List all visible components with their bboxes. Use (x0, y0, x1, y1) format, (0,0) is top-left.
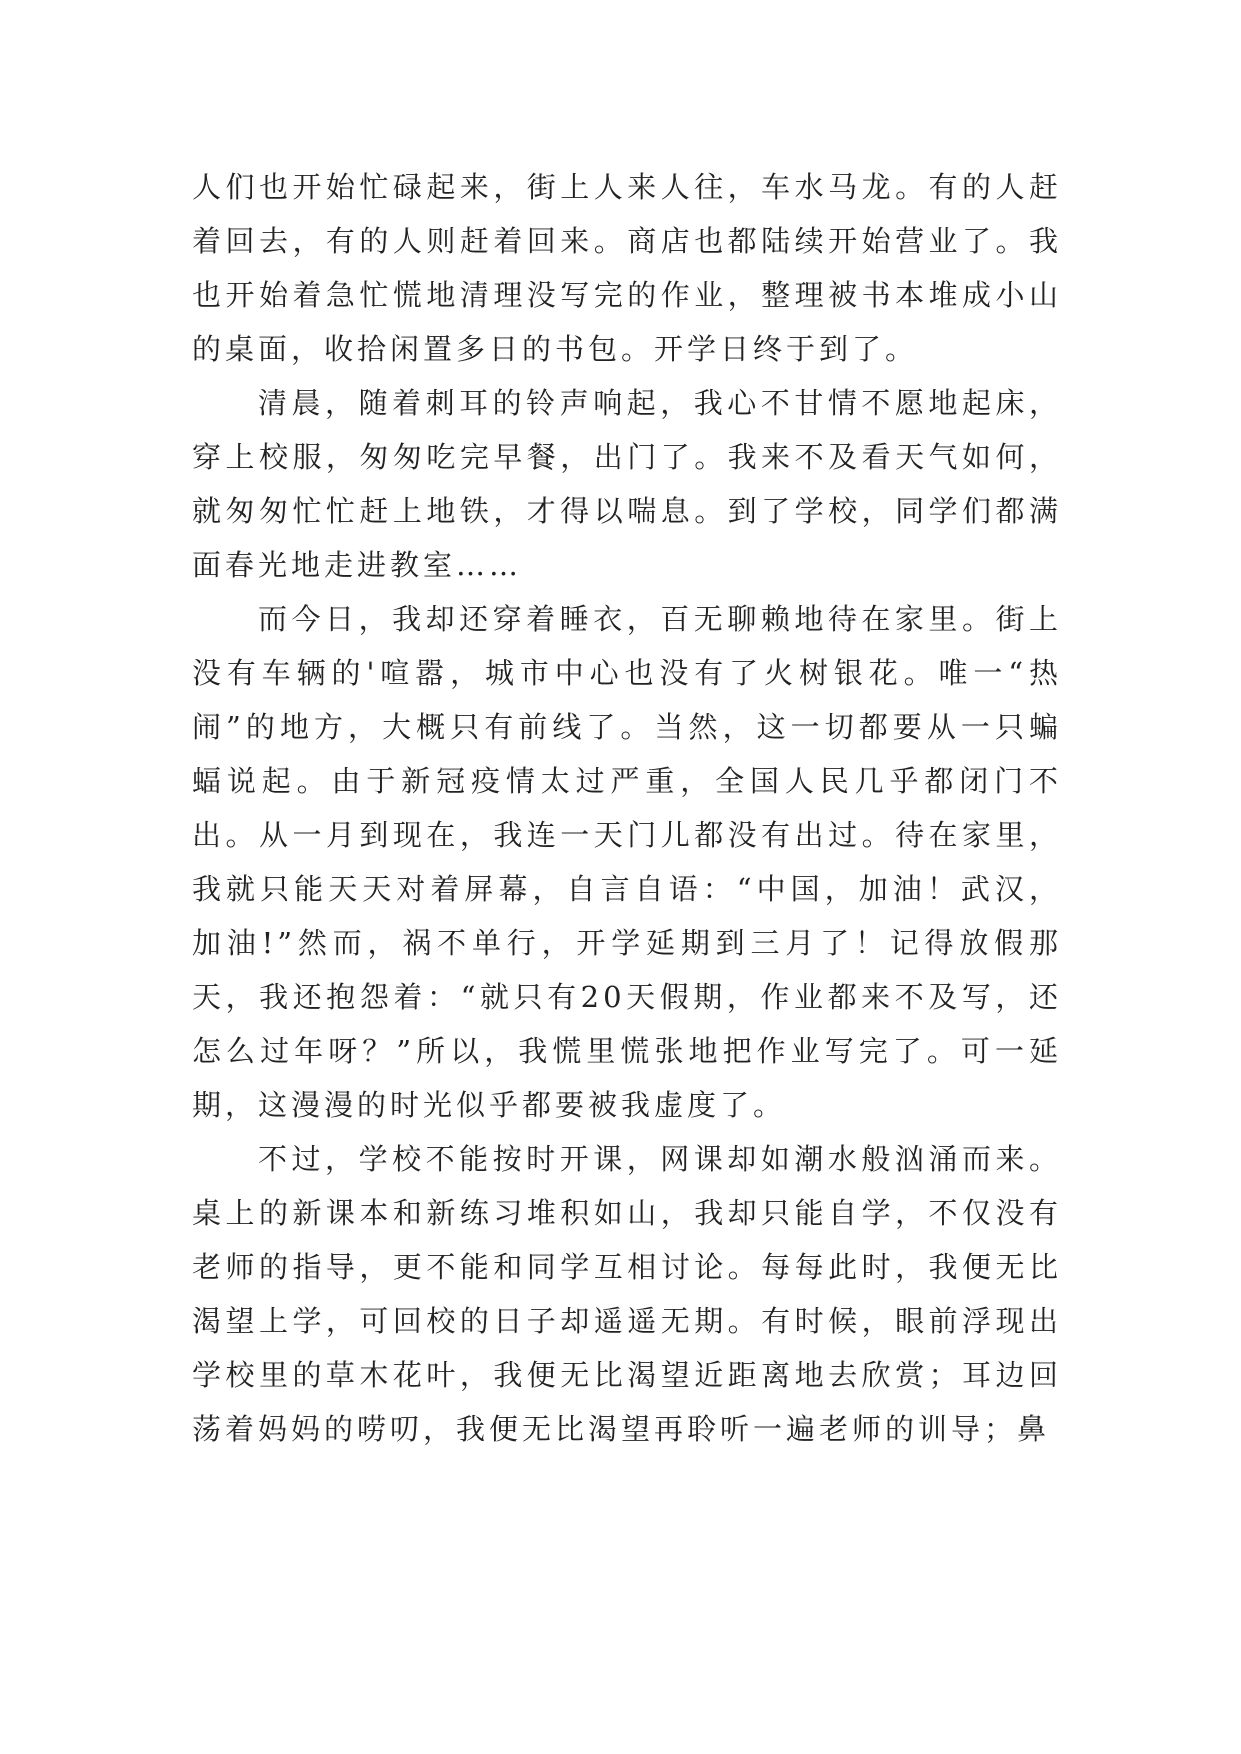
paragraph-4: 不过，学校不能按时开课，网课却如潮水般汹涌而来。桌上的新课本和新练习堆积如山，我却只能自学，不仅没有老师的指导，更不能和同学互相讨论。每每此时，我便无比渴望上学，可回校的日子却遥遥无期。有时候，眼前浮现出学校里的草木花叶，我便无比渴望近距离地去欣赏；耳边回荡着妈妈的唠叨，我便无比渴望再聆听一遍老师的训导；鼻 (192, 1142, 1062, 1446)
paragraph-3: 而今日，我却还穿着睡衣，百无聊赖地待在家里。街上没有车辆的'喧嚣，城市中心也没有了火树银花。唯一“热闹”的地方，大概只有前线了。当然，这一切都要从一只蝙蝠说起。由于新冠疫情太过严重，全国人民几乎都闭门不出。从一月到现在，我连一天门儿都没有出过。待在家里，我就只能天天对着屏幕，自言自语：“中国，加油！武汉，加油!”然而，祸不单行，开学延期到三月了！记得放假那天，我还抱怨着：“就只有20天假期，作业都来不及写，还怎么过年呀？”所以，我慌里慌张地把作业写完了。可一延期，这漫漫的时光似乎都要被我虚度了。 (192, 602, 1062, 1122)
paragraph-1: 人们也开始忙碌起来，街上人来人往，车水马龙。有的人赶着回去，有的人则赶着回来。商店也都陆续开始营业了。我也开始着急忙慌地清理没写完的作业，整理被书本堆成小山的桌面，收拾闲置多日的书包。开学日终于到了。 (192, 170, 1062, 366)
paragraph-2: 清晨，随着刺耳的铃声响起，我心不甘情不愿地起床，穿上校服，匆匆吃完早餐，出门了。我来不及看天气如何，就匆匆忙忙赶上地铁，才得以喘息。到了学校，同学们都满面春光地走进教室…… (192, 386, 1062, 582)
essay-body (192, 160, 1062, 1456)
